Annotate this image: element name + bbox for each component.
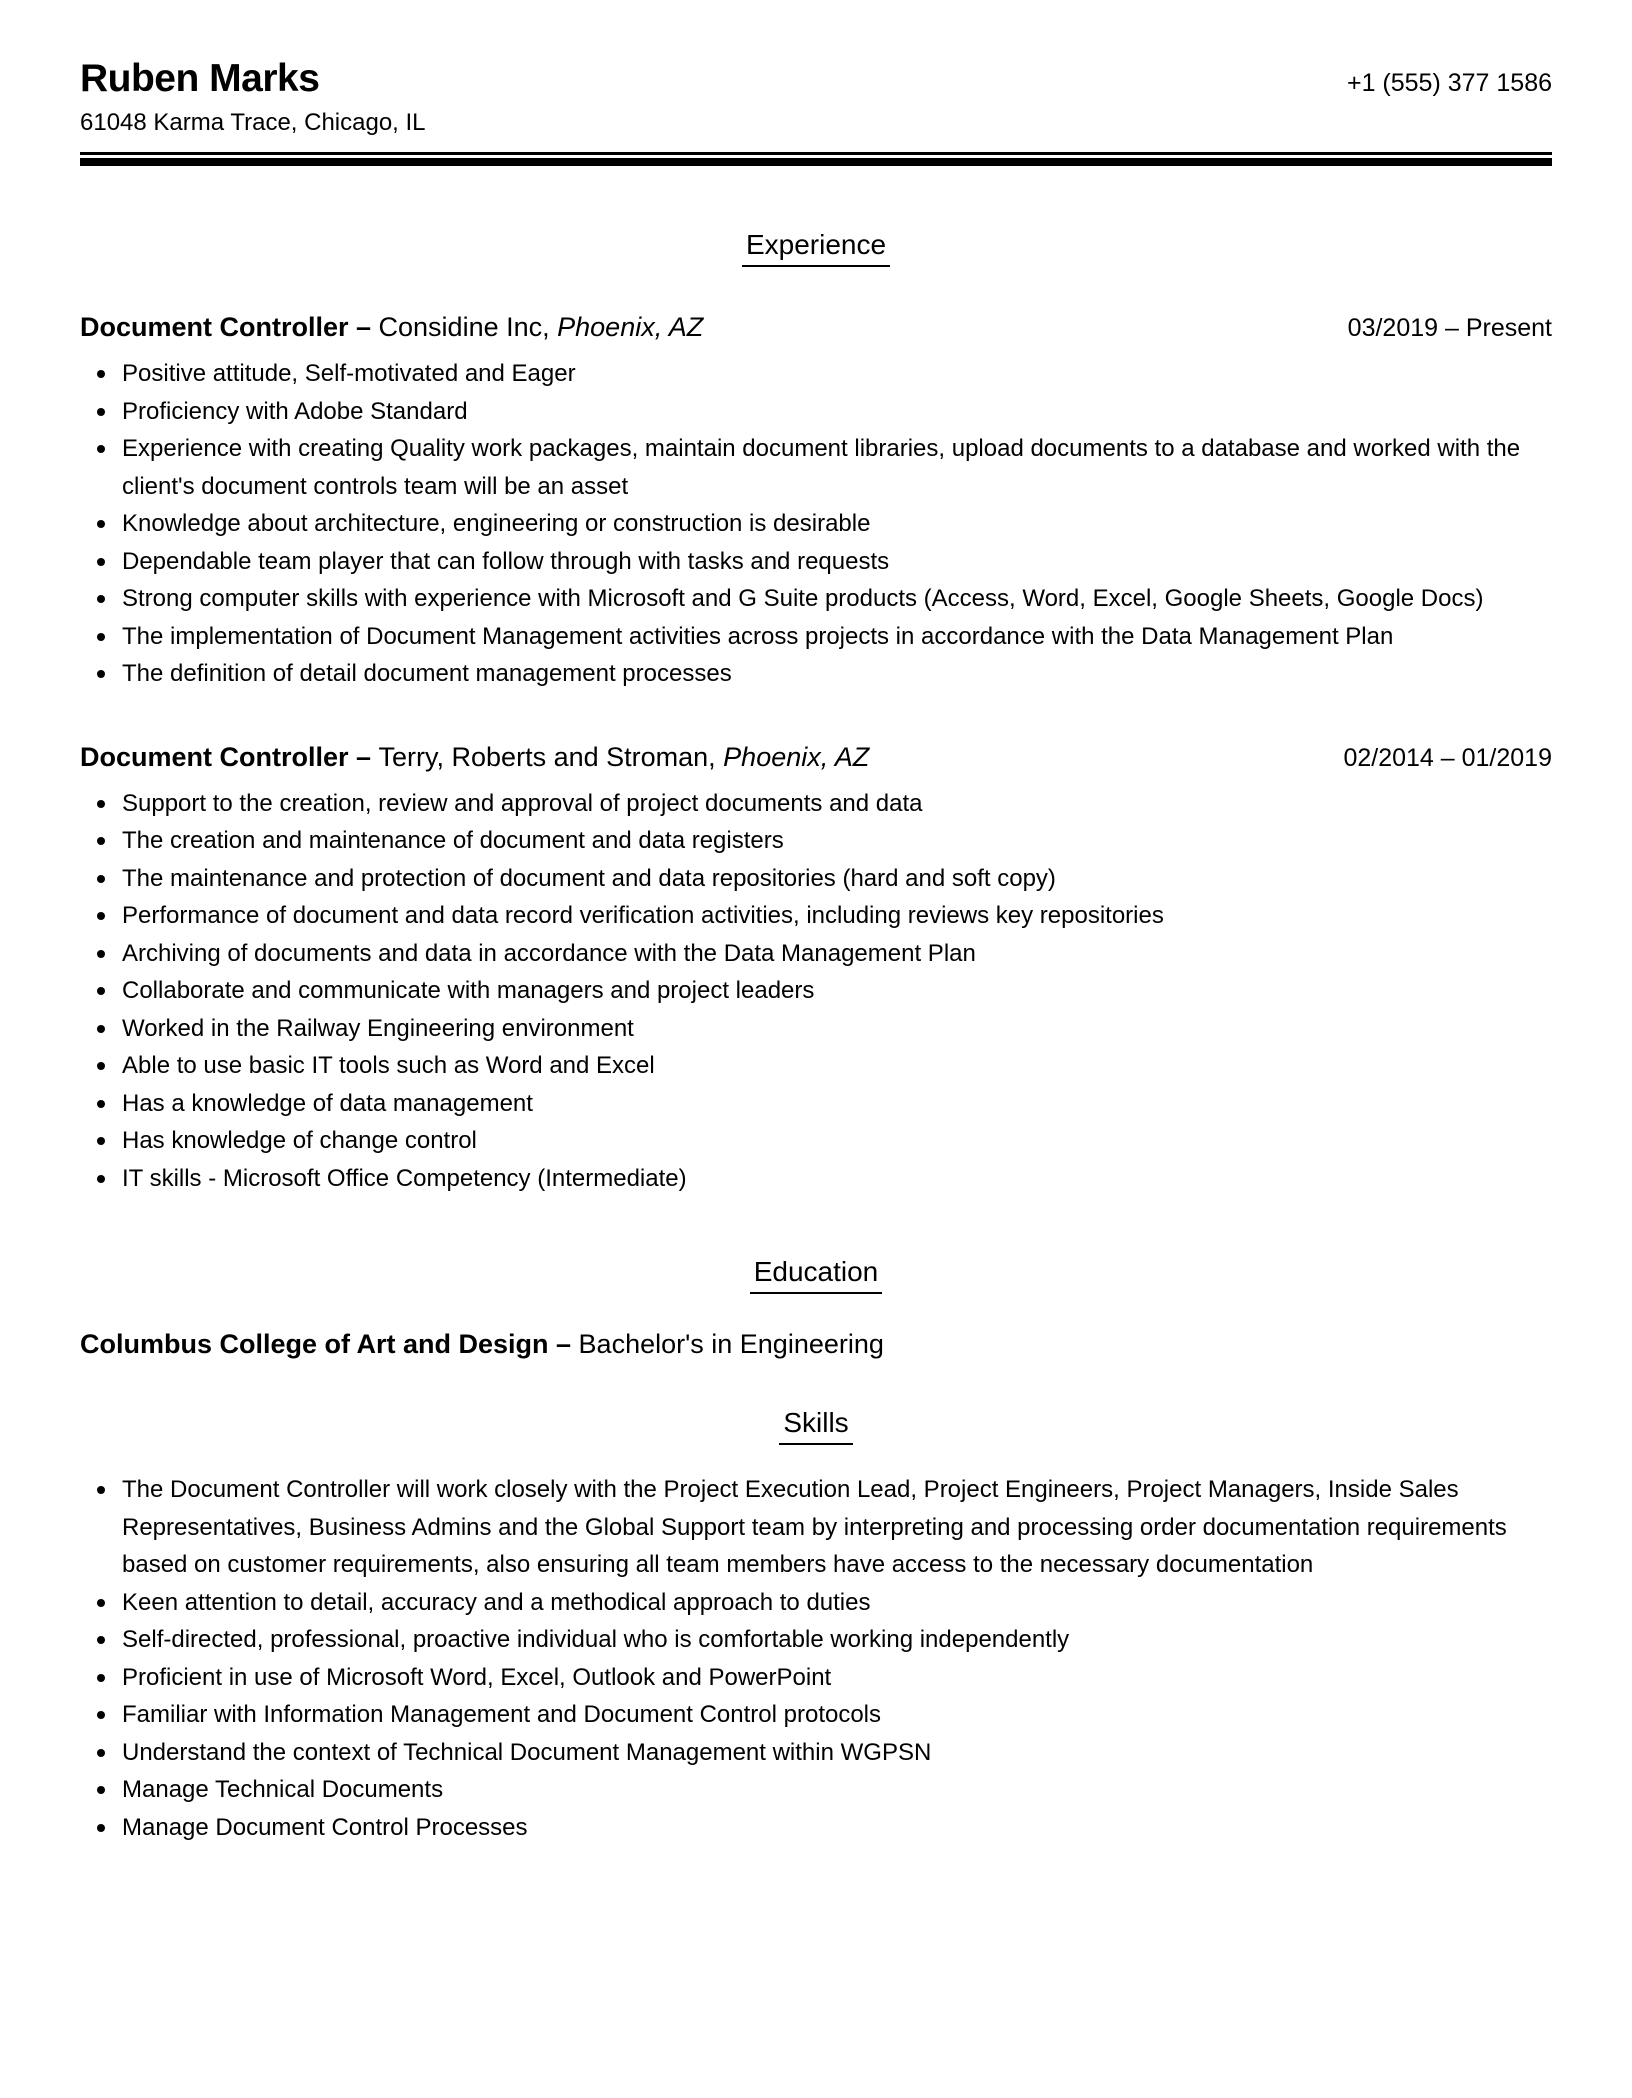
phone-number: +1 (555) 377 1586 [1346, 69, 1552, 97]
skills-section-heading [80, 1408, 1552, 1445]
bullet-item: Collaborate and communicate with managers and project leaders [80, 972, 1552, 1010]
education-heading-text: Education [750, 1257, 883, 1294]
bullet-item: Proficient in use of Microsoft Word, Excel, Outlook and PowerPoint [80, 1659, 1552, 1697]
header-left [80, 56, 319, 102]
education-school: Columbus College of Art and Design – [80, 1329, 579, 1359]
job-1-dates: 03/2019 – Present [1347, 314, 1552, 342]
job-1-role: Document Controller – [80, 312, 379, 342]
bullet-item: Manage Technical Documents [80, 1771, 1552, 1809]
bullet-item: Has a knowledge of data management [80, 1085, 1552, 1123]
bullet-item: The creation and maintenance of document and data registers [80, 822, 1552, 860]
bullet-item: The definition of detail document management processes [80, 655, 1552, 693]
bullet-item: Positive attitude, Self-motivated and Eager [80, 355, 1552, 393]
bullet-item: Familiar with Information Management and Document Control protocols [80, 1696, 1552, 1734]
bullet-item: Manage Document Control Processes [80, 1809, 1552, 1847]
bullet-item: Able to use basic IT tools such as Word and Excel [80, 1047, 1552, 1085]
bullet-item: Performance of document and data record verification activities, including reviews key repositories [80, 897, 1552, 935]
job-entry-1-header [80, 311, 1552, 343]
job-2-bullet-list [80, 785, 1552, 1198]
bullet-item: Has knowledge of change control [80, 1122, 1552, 1160]
job-1-location: Phoenix, AZ [557, 312, 704, 342]
skills-bullet-list [80, 1471, 1552, 1846]
job-entry-2-header [80, 741, 1552, 773]
bullet-item: Experience with creating Quality work packages, maintain document libraries, upload documents to a database and worked with the client's document controls team will be an asset [80, 430, 1552, 505]
education-degree: Bachelor's in Engineering [578, 1329, 884, 1359]
bullet-item: Support to the creation, review and approval of project documents and data [80, 785, 1552, 823]
bullet-item: The implementation of Document Management activities across projects in accordance with the Data Management Plan [80, 618, 1552, 656]
bullet-item: The Document Controller will work closely with the Project Execution Lead, Project Engineers, Project Managers, Inside Sales Representatives, Business Admins and the Global Support team by interpreting and processing order documentation requirements based on customer requirements, also ensuring all team members have access to the necessary documentation [80, 1471, 1552, 1584]
header-divider [80, 152, 1552, 166]
bullet-item: Archiving of documents and data in accordance with the Data Management Plan [80, 935, 1552, 973]
education-entry [80, 1328, 1552, 1360]
bullet-item: Self-directed, professional, proactive individual who is comfortable working independently [80, 1621, 1552, 1659]
job-1-company: Considine Inc, [378, 312, 558, 342]
job-2-role: Document Controller – [80, 741, 379, 772]
bullet-item: Proficiency with Adobe Standard [80, 393, 1552, 431]
bullet-item: Understand the context of Technical Document Management within WGPSN [80, 1734, 1552, 1772]
bullet-item: Keen attention to detail, accuracy and a methodical approach to duties [80, 1584, 1552, 1622]
job-1-title [80, 311, 703, 343]
bullet-item: The maintenance and protection of document and data repositories (hard and soft copy) [80, 860, 1552, 898]
education-section-heading [80, 1257, 1552, 1294]
person-name: Ruben Marks [80, 57, 320, 100]
job-2-location: Phoenix, AZ [723, 741, 870, 772]
skills-heading-text: Skills [779, 1408, 852, 1445]
job-2-company: Terry, Roberts and Stroman, [378, 741, 724, 772]
bullet-item: Knowledge about architecture, engineering or construction is desirable [80, 505, 1552, 543]
job-2-dates: 02/2014 – 01/2019 [1343, 743, 1552, 772]
experience-section-heading [80, 230, 1552, 267]
bullet-item: Strong computer skills with experience with Microsoft and G Suite products (Access, Word, Excel, Google Sheets, Google Docs) [80, 580, 1552, 618]
divider-thick-line [80, 158, 1552, 166]
address: 61048 Karma Trace, Chicago, IL [80, 109, 426, 136]
header [80, 56, 1552, 102]
job-1-bullet-list [80, 355, 1552, 693]
job-2-title [80, 741, 869, 773]
bullet-item: IT skills - Microsoft Office Competency (Intermediate) [80, 1160, 1552, 1198]
bullet-item: Worked in the Railway Engineering environment [80, 1010, 1552, 1048]
bullet-item: Dependable team player that can follow through with tasks and requests [80, 543, 1552, 581]
experience-heading-text: Experience [742, 230, 890, 267]
